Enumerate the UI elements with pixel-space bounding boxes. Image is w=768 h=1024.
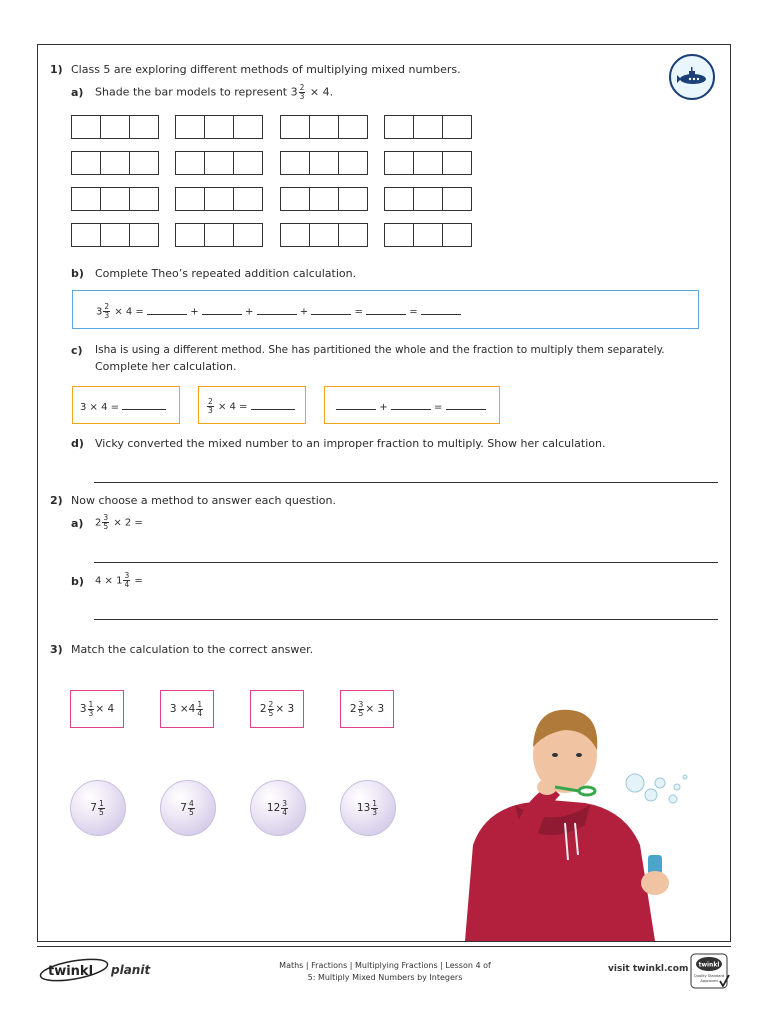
bar-model-part[interactable] [176, 152, 205, 174]
bar-model-part[interactable] [72, 116, 101, 138]
bar-model-part[interactable] [130, 188, 158, 210]
q1b-text: Complete Theo’s repeated addition calculation. [95, 267, 357, 280]
repeated-addition-calc: 3 $\frac{2}{3}$ × 4 = + + + = = [96, 303, 461, 320]
whole-calc: 3 × 4 = [80, 400, 166, 413]
bar-model-part[interactable] [339, 152, 367, 174]
planit-logo: planit [111, 963, 151, 977]
svg-text:Approved: Approved [700, 979, 718, 983]
bar-model-part[interactable] [176, 188, 205, 210]
q1a-label: a) [71, 86, 84, 99]
bar-model-part[interactable] [310, 116, 339, 138]
bar-model[interactable] [175, 115, 263, 139]
bar-model-part[interactable] [176, 116, 205, 138]
bar-model-part[interactable] [310, 224, 339, 246]
bar-model-part[interactable] [281, 224, 310, 246]
answer-blank[interactable] [311, 305, 351, 315]
answer-bubble[interactable]: 13 $\frac{1}{3}$ [340, 780, 396, 836]
bar-model[interactable] [384, 223, 472, 247]
bar-model[interactable] [384, 115, 472, 139]
q2b-label: b) [71, 575, 84, 588]
answer-line[interactable] [94, 482, 718, 483]
q3-text: Match the calculation to the correct answer. [71, 643, 314, 656]
answer-line[interactable] [94, 562, 718, 563]
bar-model-part[interactable] [443, 188, 471, 210]
bar-model-part[interactable] [130, 116, 158, 138]
quality-standard-badge [690, 953, 730, 991]
q2a-label: a) [71, 517, 84, 530]
answer-blank[interactable] [391, 400, 431, 410]
visit-link[interactable]: visit twinkl.com [608, 964, 689, 974]
answer-blank[interactable] [421, 305, 461, 315]
answer-bubble[interactable]: 7 $\frac{4}{5}$ [160, 780, 216, 836]
bar-model-part[interactable] [414, 224, 443, 246]
twinkl-logo [38, 956, 110, 984]
answer-blank[interactable] [122, 400, 166, 410]
q2b-calc: 4 × 1 $\frac{3}{4}$ = [95, 571, 143, 589]
q2-number: 2) [50, 494, 63, 507]
q1c-line1: Isha is using a different method. She has partitioned the whole and the fraction to multiply them separately. [95, 344, 665, 356]
bar-model-part[interactable] [72, 224, 101, 246]
bar-model-part[interactable] [414, 188, 443, 210]
bar-model-part[interactable] [281, 152, 310, 174]
bar-model-part[interactable] [72, 188, 101, 210]
bar-model-part[interactable] [101, 152, 130, 174]
bar-model-part[interactable] [385, 152, 414, 174]
bar-model-part[interactable] [414, 116, 443, 138]
bar-model-part[interactable] [281, 188, 310, 210]
answer-blank[interactable] [336, 400, 376, 410]
q1c-label: c) [71, 344, 83, 357]
bar-model-part[interactable] [205, 116, 234, 138]
bar-model-part[interactable] [281, 116, 310, 138]
bar-model[interactable] [384, 151, 472, 175]
bar-model-part[interactable] [176, 224, 205, 246]
sum-calc: + = [336, 400, 486, 413]
footer-lesson-info: Maths | Fractions | Multiplying Fractions | Lesson 4 of 5: Multiply Mixed Numbers by Integers [279, 961, 491, 982]
bar-model-part[interactable] [443, 116, 471, 138]
fraction-calc: $\frac{2}{3}$ × 4 = [206, 398, 295, 415]
svg-text:Quality Standard: Quality Standard [693, 974, 725, 978]
bar-model-part[interactable] [130, 152, 158, 174]
bar-model-part[interactable] [385, 224, 414, 246]
svg-text:twinkl: twinkl [48, 964, 94, 979]
bar-model-part[interactable] [310, 152, 339, 174]
answer-blank[interactable] [202, 305, 242, 315]
q1b-label: b) [71, 267, 84, 280]
submarine-icon [669, 54, 715, 100]
bar-model-part[interactable] [205, 152, 234, 174]
q1a-text: Shade the bar models to represent 3 $\frac{2}{3}$ × 4. [95, 83, 334, 101]
bar-model-part[interactable] [234, 188, 262, 210]
bar-model[interactable] [71, 223, 159, 247]
bar-model-part[interactable] [414, 152, 443, 174]
bar-model[interactable] [175, 223, 263, 247]
q1d-label: d) [71, 437, 84, 450]
bar-model-part[interactable] [205, 188, 234, 210]
answer-blank[interactable] [251, 400, 295, 410]
bar-model-part[interactable] [339, 188, 367, 210]
bar-model-part[interactable] [72, 152, 101, 174]
q1-text: Class 5 are exploring different methods of multiplying mixed numbers. [71, 63, 461, 76]
bar-model[interactable] [280, 223, 368, 247]
bar-model-part[interactable] [234, 152, 262, 174]
q1d-text: Vicky converted the mixed number to an improper fraction to multiply. Show her calculation. [95, 437, 606, 450]
answer-bubble[interactable]: 7 $\frac{1}{5}$ [70, 780, 126, 836]
match-calc-card[interactable]: 3 × 4 $\frac{1}{4}$ [160, 690, 214, 728]
bar-model-part[interactable] [101, 224, 130, 246]
footer-rule [37, 946, 731, 947]
answer-blank[interactable] [446, 400, 486, 410]
bar-model-part[interactable] [101, 116, 130, 138]
bar-model-part[interactable] [101, 188, 130, 210]
bar-model[interactable] [384, 187, 472, 211]
match-calc-card[interactable]: 2 $\frac{2}{5}$ × 3 [250, 690, 304, 728]
q1c-line2: Complete her calculation. [95, 360, 237, 373]
bar-model-part[interactable] [234, 224, 262, 246]
answer-blank[interactable] [366, 305, 406, 315]
bar-model-part[interactable] [339, 224, 367, 246]
q2a-calc: 2 $\frac{3}{5}$ × 2 = [95, 513, 143, 531]
bar-model[interactable] [175, 187, 263, 211]
match-calc-card[interactable]: 3 $\frac{1}{3}$ × 4 [70, 690, 124, 728]
match-calc-card[interactable]: 2 $\frac{3}{5}$ × 3 [340, 690, 394, 728]
bar-model[interactable] [280, 151, 368, 175]
bar-model-part[interactable] [385, 188, 414, 210]
svg-text:twinkl: twinkl [698, 961, 720, 969]
bar-model-part[interactable] [339, 116, 367, 138]
bar-model[interactable] [280, 187, 368, 211]
bar-model-part[interactable] [130, 224, 158, 246]
bar-model-part[interactable] [443, 224, 471, 246]
bar-model[interactable] [175, 151, 263, 175]
bar-model[interactable] [71, 115, 159, 139]
q1-number: 1) [50, 63, 63, 76]
q2-text: Now choose a method to answer each question. [71, 494, 336, 507]
bar-model-part[interactable] [234, 116, 262, 138]
bar-model-part[interactable] [385, 116, 414, 138]
bar-model-part[interactable] [443, 152, 471, 174]
bar-model-part[interactable] [310, 188, 339, 210]
answer-line[interactable] [94, 619, 718, 620]
bar-model-part[interactable] [205, 224, 234, 246]
q3-number: 3) [50, 643, 63, 656]
bar-model[interactable] [280, 115, 368, 139]
bar-model[interactable] [71, 151, 159, 175]
answer-blank[interactable] [257, 305, 297, 315]
boy-blowing-bubbles-illustration [455, 695, 695, 941]
bar-model[interactable] [71, 187, 159, 211]
answer-blank[interactable] [147, 305, 187, 315]
answer-bubble[interactable]: 12 $\frac{3}{4}$ [250, 780, 306, 836]
